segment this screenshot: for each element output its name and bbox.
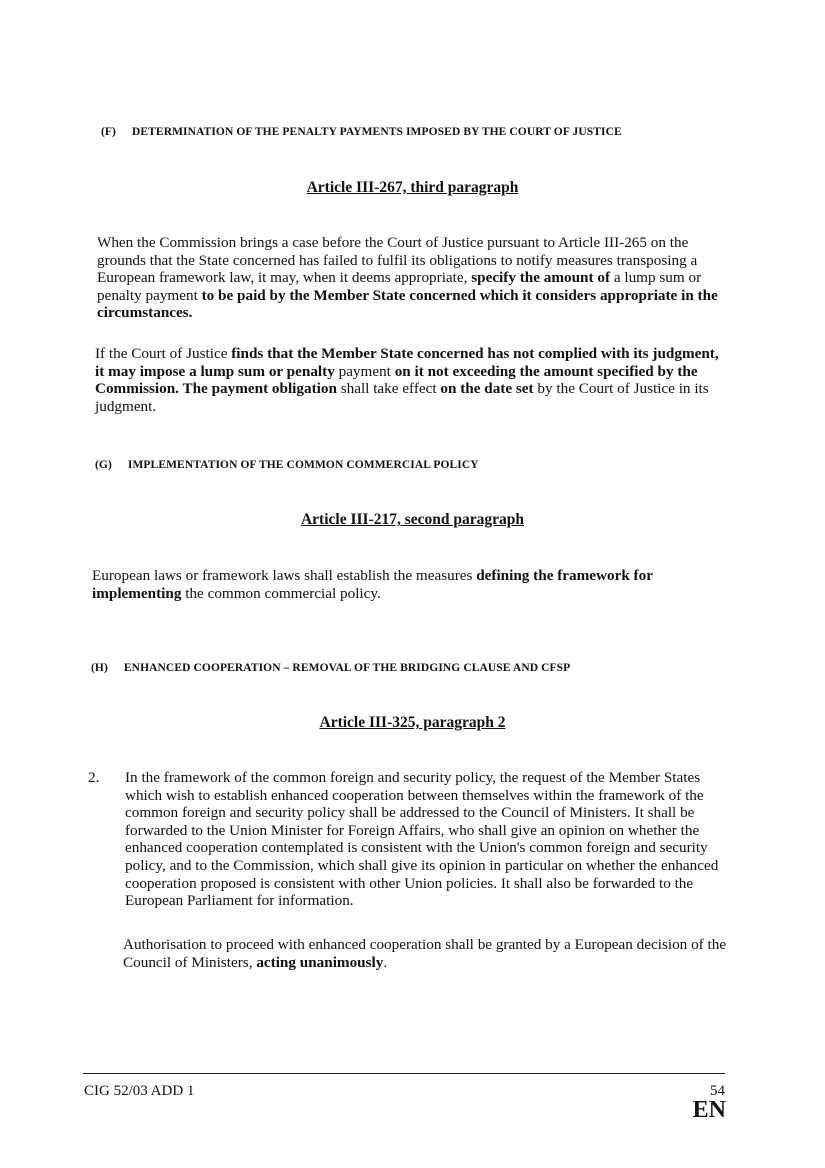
section-h-paragraph-1: In the framework of the common foreign and security policy, the request of the Member States which wish to establish enhanced cooperation between themselves within the framework of the common foreign and security policy shall be addressed to the Council of Ministers. It shall be forwarded to the Union Minister for Foreign Affairs, who shall give an opinion on whether the enhanced cooperation contemplated is consistent with the Union's common foreign and security policy, and to the Commission, which shall give its opinion in particular on whether the enhanced cooperation proposed is consistent with other Union policies. It shall also be forwarded to the European Parliament for information. bbox=[125, 769, 719, 910]
section-f-letter: (F) bbox=[101, 126, 116, 138]
section-h-title: ENHANCED COOPERATION – REMOVAL OF THE BRIDGING CLAUSE AND CFSP bbox=[123, 662, 571, 674]
section-f-paragraph-1: When the Commission brings a case before the Court of Justice pursuant to Article III-265 on the grounds that the State concerned has failed to fulfil its obligations to notify measures transposing a European framework law, it may, when it deems appropriate, specify the amount of a lump sum or penalty payment to be paid by the Member State concerned which it considers appropriate in the circumstances. bbox=[97, 234, 718, 322]
article-iii-267-title: Article III-267, third paragraph bbox=[306, 179, 519, 196]
section-f-paragraph-2: If the Court of Justice finds that the Member State concerned has not complied with its judgment, it may impose a lump sum or penalty payment on it not exceeding the amount specified by the Commission. The payment obligation shall take effect on the date set by the Court of Justice in its judgment. bbox=[95, 345, 719, 415]
section-g-title: IMPLEMENTATION OF THE COMMON COMMERCIAL POLICY bbox=[127, 459, 479, 471]
footer-divider bbox=[83, 1073, 725, 1074]
section-g-heading bbox=[95, 459, 479, 471]
section-g-letter: (G) bbox=[95, 459, 112, 471]
page-number: 54 bbox=[710, 1083, 725, 1099]
section-h-paragraph-2: Authorisation to proceed with enhanced cooperation shall be granted by a European decision of the Council of Ministers, acting unanimously. bbox=[123, 936, 727, 971]
section-h-heading bbox=[91, 662, 570, 674]
section-g-paragraph-1: European laws or framework laws shall establish the measures defining the framework for implementing the common commercial policy. bbox=[92, 567, 653, 602]
document-reference: CIG 52/03 ADD 1 bbox=[84, 1083, 195, 1099]
section-h-letter: (H) bbox=[91, 662, 108, 674]
article-iii-217-title: Article III-217, second paragraph bbox=[300, 511, 525, 528]
section-f-heading bbox=[101, 126, 622, 138]
paragraph-number: 2. bbox=[88, 769, 100, 786]
article-iii-325-title: Article III-325, paragraph 2 bbox=[319, 714, 506, 731]
language-code: EN bbox=[692, 1097, 726, 1123]
section-f-title: DETERMINATION OF THE PENALTY PAYMENTS IMPOSED BY THE COURT OF JUSTICE bbox=[131, 126, 622, 138]
